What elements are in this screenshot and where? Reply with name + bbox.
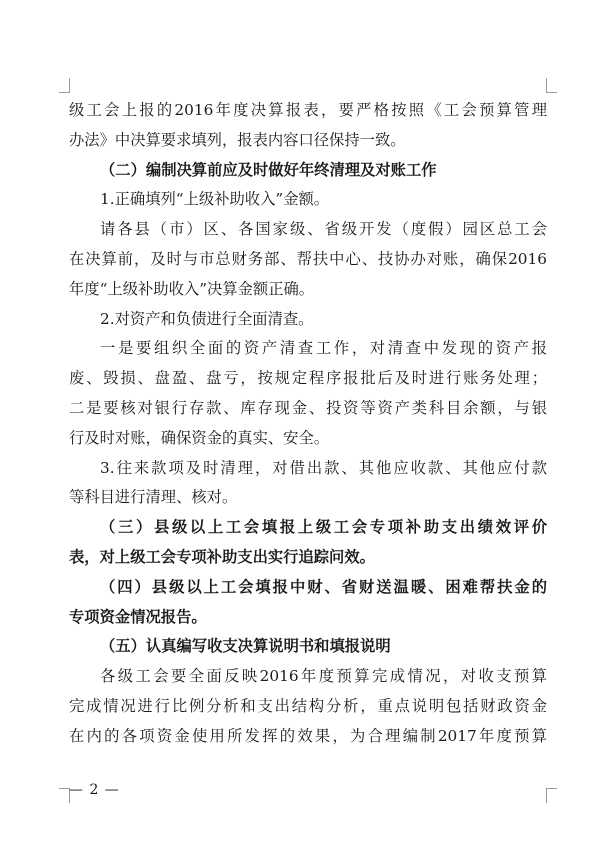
text-line: 请各县（市）区、各国家级、省级开发（度假）园区总工会 bbox=[100, 220, 547, 239]
section-heading: （五）认真编写收支决算说明书和填报说明 bbox=[100, 637, 391, 656]
text-line: 各级工会要全面反映2016年度预算完成情况，对收支预算 bbox=[100, 667, 547, 686]
crop-mark-bottom-right bbox=[546, 788, 557, 803]
section-heading: （三）县级以上工会填报上级工会专项补助支出绩效评价 bbox=[100, 518, 547, 537]
text-line: 3.往来款项及时清理，对借出款、其他应收款、其他应付款 bbox=[100, 458, 547, 477]
text-line: 年度“上级补助收入”决算金额正确。 bbox=[69, 279, 315, 298]
text-line: 在决算前，及时与市总财务部、帮扶中心、技协办对账，确保2016 bbox=[69, 249, 547, 268]
text-line: 在内的各项资金使用所发挥的效果，为合理编制2017年度预算 bbox=[69, 726, 547, 745]
crop-mark-top-left bbox=[59, 78, 70, 93]
section-heading-continued: 专项资金情况报告。 bbox=[69, 607, 207, 626]
body-text bbox=[69, 96, 547, 752]
section-heading: （二）编制决算前应及时做好年终清理及对账工作 bbox=[100, 160, 437, 179]
crop-mark-top-right bbox=[546, 78, 557, 93]
subheading: 2.对资产和负债进行全面清查。 bbox=[100, 309, 314, 328]
section-heading-continued: 表，对上级工会专项补助支出实行追踪问效。 bbox=[69, 547, 375, 566]
text-line: 完成情况进行比例分析和支出结构分析，重点说明包括财政资金 bbox=[69, 696, 547, 715]
text-line: 二是要核对银行存款、库存现金、投资等资产类科目余额，与银 bbox=[69, 398, 547, 417]
section-heading: （四）县级以上工会填报中财、省财送温暖、困难帮扶金的 bbox=[100, 577, 547, 596]
text-line: 废、毁损、盘盈、盘亏，按规定程序报批后及时进行账务处理； bbox=[69, 369, 547, 388]
text-line: 办法》中决算要求填列，报表内容口径保持一致。 bbox=[69, 130, 406, 149]
page-number: — 2 — bbox=[69, 782, 120, 798]
text-line: 等科目进行清理、核对。 bbox=[69, 488, 238, 507]
subheading: 1.正确填列“上级补助收入”金额。 bbox=[100, 190, 330, 209]
text-line: 行及时对账，确保资金的真实、安全。 bbox=[69, 428, 330, 447]
text-line: 级工会上报的2016年度决算报表，要严格按照《工会预算管理 bbox=[69, 101, 547, 119]
text-line: 一是要组织全面的资产清查工作，对清查中发现的资产报 bbox=[100, 339, 547, 358]
